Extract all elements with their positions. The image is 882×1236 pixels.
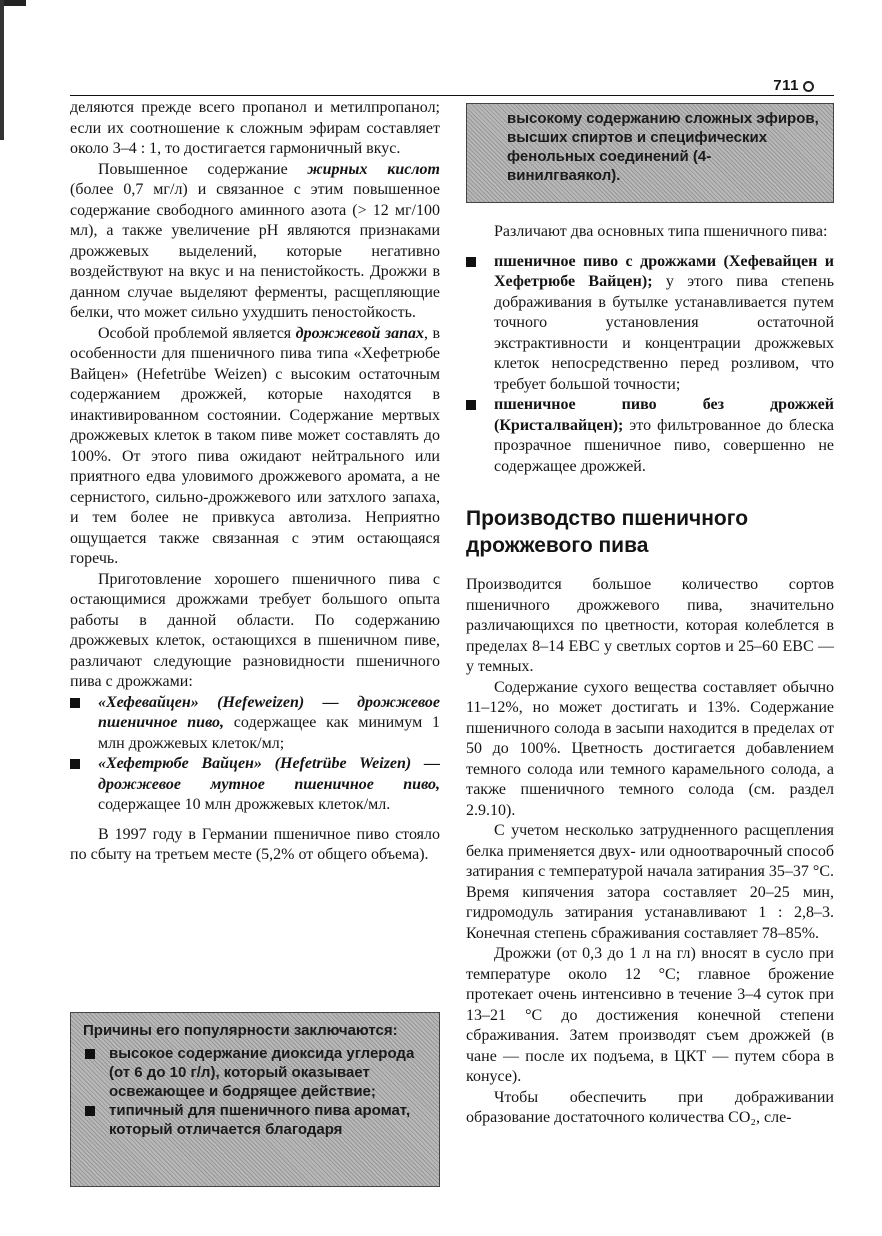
paragraph: Приготовление хорошего пшеничного пива с остающимися дрожжами требует большого опыта работы в данной области. По содержанию дрожжевых клеток, остающихся в пшеничном пиве, различают следующие разновидности пшеничного пива с дрожжами:: [70, 570, 440, 690]
bold-text: пшеничное пиво с дрожжами (Хефевайцен и Хефетрюбе Вайцен);: [494, 252, 834, 290]
paragraph: деляются прежде всего пропанол и метилпропанол; если их соотношение к сложным эфирам составляет около 3–4 : 1, то достигается гармоничный вкус.: [70, 99, 440, 157]
text-run: , в особенности для пшеничного пива типа «Хефетрюбе Вайцен» (Hefetrübe Weizen) с высоким остаточным содержанием дрожжей, которые находятся в инактивированном состоянии. Содержание мертвых дрожжевых клеток в таком пиве может составлять до 100%. От этого пива ожидают нейтрального или приятного едва уловимого дрожжевого аромата, а не сернистого, сильно-дрожжевого или затхлого запаха, и тем более не привкуса автолиза. Неприятно ощущается также связанная с этим остающаяся горечь.: [70, 324, 441, 567]
text-run: у этого пива степень дображивания в бутылке устанавливается путем точного установления остаточной экстрактивности и концентрации дрожжевых клеток непосредственно перед розливом, что требует большой точности;: [494, 273, 834, 393]
bullet-list: [70, 693, 440, 816]
text-run: высокое содержание диоксида углерода (от 6 до 10 г/л), который оказывает освежающее и бодрящее действие;: [109, 1045, 415, 1100]
paragraph: Содержание сухого вещества составляет обычно 11–12%, но может достигать и 13%. Содержание пшеничного солода в засыпи находится в пределах от 50 до 100%. Цветность достигается добавлением темного солода или темного карамельного солода, а также пшеничного темного солода (см. раздел 2.9.10).: [466, 678, 834, 819]
bold-text: пшеничное пиво без дрожжей (Кристалвайцен);: [494, 396, 834, 434]
list-item: [466, 252, 834, 396]
bullet-icon: [466, 400, 476, 410]
list-item: [70, 693, 440, 755]
bullet-icon: [85, 1106, 95, 1116]
emphasis: жирных кислот: [307, 160, 441, 178]
text-run: содержащее 10 млн дрожжевых клеток/мл.: [98, 796, 391, 813]
box-text: высокому содержанию сложных эфиров, высших спиртов и специфических фенольных соединений (4-винилгваякол).: [507, 110, 819, 184]
left-column: [70, 98, 440, 866]
list-item: [83, 1044, 429, 1101]
text-run: содержащее как минимум 1 млн дрожжевых клеток/мл;: [98, 714, 440, 752]
text-run: типичный для пшеничного пива аромат, который отличается благодаря: [109, 1102, 411, 1138]
box-list: [83, 1044, 429, 1139]
text-run: (более 0,7 мг/л) и связанное с этим повышенное содержание свободного аминного азота (> 12 мг/100 мл), а также увеличение рН являются признаками дрожжевых выделений, которые негативно воздействуют на вкус и на пенистойкость. Дрожжи в данном случае выделяют ферменты, расщепляющие белки, что может сильно ухудшить пеностойкость.: [70, 181, 440, 321]
box-intro: Причины его популярности заключаются:: [83, 1022, 398, 1039]
emphasis: «Хефетрюбе Вайцен» (Hefetrübe Weizen) — дрожжевое мутное пшеничное пиво,: [98, 755, 440, 793]
page-number: [773, 77, 814, 94]
list-item: [70, 754, 440, 816]
header-rule: [70, 95, 834, 96]
section-title: Производство пшеничного дрожжевого пива: [466, 507, 749, 557]
text-run: Особой проблемой является: [98, 324, 296, 342]
paragraph: Дрожжи (от 0,3 до 1 л на гл) вносят в сусло при температуре около 12 °С; главное брожение протекает очень интенсивно в течение 3–4 суток при 13–21 °С до достижения конечной степени сбраживания. Затем производят съем дрожжей (в чане — после их подъема, в ЦКТ — путем сбора в конусе).: [466, 945, 834, 1085]
paragraph: Различают два основных типа пшеничного пива:: [494, 223, 828, 240]
emphasis: «Хефевайцен» (Hefeweizen) — дрожжевое пшеничное пиво,: [98, 693, 440, 731]
list-item: [83, 1101, 429, 1139]
paragraph: Производится большое количество сортов пшеничного дрожжевого пива, значительно различающихся по цветности, которая колеблется в пределах 8–14 ЕВС у светлых сортов и 25–60 ЕВС — у темных.: [466, 576, 834, 675]
highlight-box-continued: [466, 103, 834, 203]
emphasis: дрожжевой запах: [295, 324, 424, 342]
bullet-icon: [466, 257, 476, 267]
paragraph: В 1997 году в Германии пшеничное пиво стояло по сбыту на третьем месте (5,2% от общего объема).: [70, 825, 440, 863]
bullet-icon: [70, 698, 80, 708]
page-marker-icon: [803, 81, 814, 92]
scan-edge-mark: [0, 0, 4, 140]
bullet-icon: [85, 1049, 95, 1059]
highlight-box: [70, 1012, 440, 1187]
paragraph: С учетом несколько затрудненного расщепления белка применяется двух- или одноотварочный способ затирания с температурой начала затирания 35–37 °С. Время кипячения затора составляет 20–25 мин, гидромодуль затирания устанавливают 1 : 2,8–3. Конечная степень сбраживания составляет 78–85%.: [466, 822, 834, 942]
paragraph: Чтобы обеспечить при дображивании образование достаточного количества CO₂, сле-: [466, 1088, 834, 1126]
bullet-list: [466, 252, 834, 478]
list-item: [466, 395, 834, 477]
paragraph: [70, 160, 440, 324]
paragraph: [70, 324, 440, 570]
bullet-icon: [70, 759, 80, 769]
page-number-text: 711: [773, 77, 799, 94]
right-column: [466, 222, 834, 1129]
text-run: Повышенное содержание: [98, 160, 308, 178]
text-run: это фильтрованное до блеска прозрачное пшеничное пиво, совершенно не содержащее дрожжей.: [494, 416, 834, 475]
